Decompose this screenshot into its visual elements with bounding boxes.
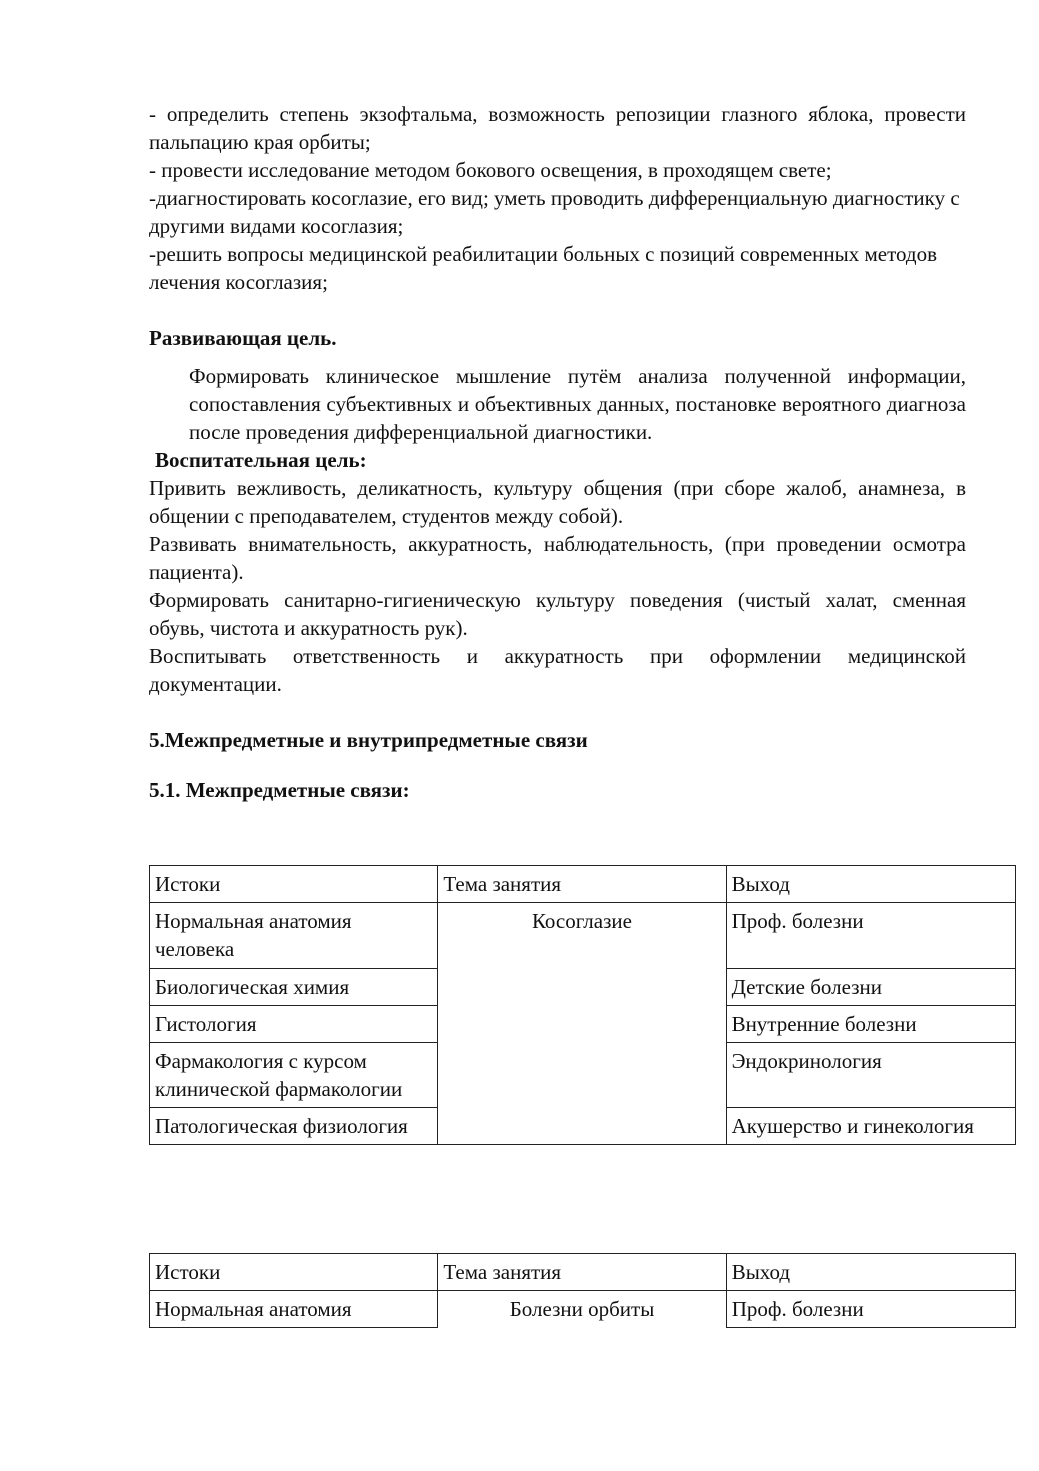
developing-goal-heading: Развивающая цель. — [149, 326, 337, 350]
header-cell-output: Выход — [726, 1254, 1015, 1291]
objective-item: -решить вопросы медицинской реабилитации больных с позиций современных методов лечения косоглазия; — [149, 242, 937, 294]
interdisciplinary-table-strabismus — [149, 865, 1016, 1145]
table-header-row — [150, 1254, 1016, 1291]
educational-goal-heading: Воспитательная цель: — [155, 448, 367, 472]
table-header-row — [150, 866, 1016, 903]
educational-goal-paragraph: Развивать внимательность, аккуратность, наблюдательность, (при проведении осмотра пациента). — [149, 532, 966, 584]
interdisciplinary-table-orbit — [149, 1253, 1016, 1328]
source-cell: Гистология — [150, 1006, 438, 1043]
educational-goal-paragraph: Привить вежливость, деликатность, культуру общения (при сборе жалоб, анамнеза, в общении с преподавателем, студентов между собой). — [149, 476, 966, 528]
output-cell: Эндокринология — [726, 1043, 1015, 1108]
output-cell: Акушерство и гинекология — [726, 1108, 1015, 1145]
header-cell-topic: Тема занятия — [438, 1254, 726, 1291]
header-cell-topic: Тема занятия — [438, 866, 726, 903]
output-cell: Внутренние болезни — [726, 1006, 1015, 1043]
header-cell-sources: Истоки — [150, 866, 438, 903]
spacer — [149, 754, 966, 776]
header-cell-output: Выход — [726, 866, 1015, 903]
source-cell: Патологическая физиология — [150, 1108, 438, 1145]
table-row — [150, 903, 1016, 969]
source-cell: Нормальная анатомия — [150, 1291, 438, 1328]
topic-cell: Косоглазие — [438, 903, 726, 1145]
table-row — [150, 1291, 1016, 1328]
source-cell: Нормальная анатомия человека — [150, 903, 438, 969]
source-cell: Биологическая химия — [150, 969, 438, 1006]
developing-goal-text: Формировать клиническое мышление путём анализа полученной информации, сопоставления субъективных и объективных данных, постановке вероятного диагноза после проведения дифференциальной диагностики. — [189, 364, 966, 444]
document-page — [149, 100, 966, 804]
output-cell: Проф. болезни — [726, 1291, 1015, 1328]
header-cell-sources: Истоки — [150, 1254, 438, 1291]
educational-goal-paragraph: Формировать санитарно-гигиеническую культуру поведения (чистый халат, сменная обувь, чистота и аккуратность рук). — [149, 588, 966, 640]
source-cell: Фармакология с курсом клинической фармакологии — [150, 1043, 438, 1108]
topic-cell: Болезни орбиты — [509, 1297, 655, 1321]
output-cell: Проф. болезни — [726, 903, 1015, 969]
educational-goal-paragraph: Воспитывать ответственность и аккуратность при оформлении медицинской документации. — [149, 644, 966, 696]
objective-item: - определить степень экзофтальма, возможность репозиции глазного яблока, провести пальпацию края орбиты; — [149, 102, 966, 154]
objective-item: - провести исследование методом бокового освещения, в проходящем свете; — [149, 158, 832, 182]
spacer — [149, 296, 966, 324]
objective-item: -диагностировать косоглазие, его вид; уметь проводить дифференциальную диагностику с другими видами косоглазия; — [149, 186, 960, 238]
spacer — [149, 698, 966, 726]
section-heading: 5.Межпредметные и внутрипредметные связи — [149, 728, 588, 752]
subsection-heading: 5.1. Межпредметные связи: — [149, 778, 410, 802]
output-cell: Детские болезни — [726, 969, 1015, 1006]
